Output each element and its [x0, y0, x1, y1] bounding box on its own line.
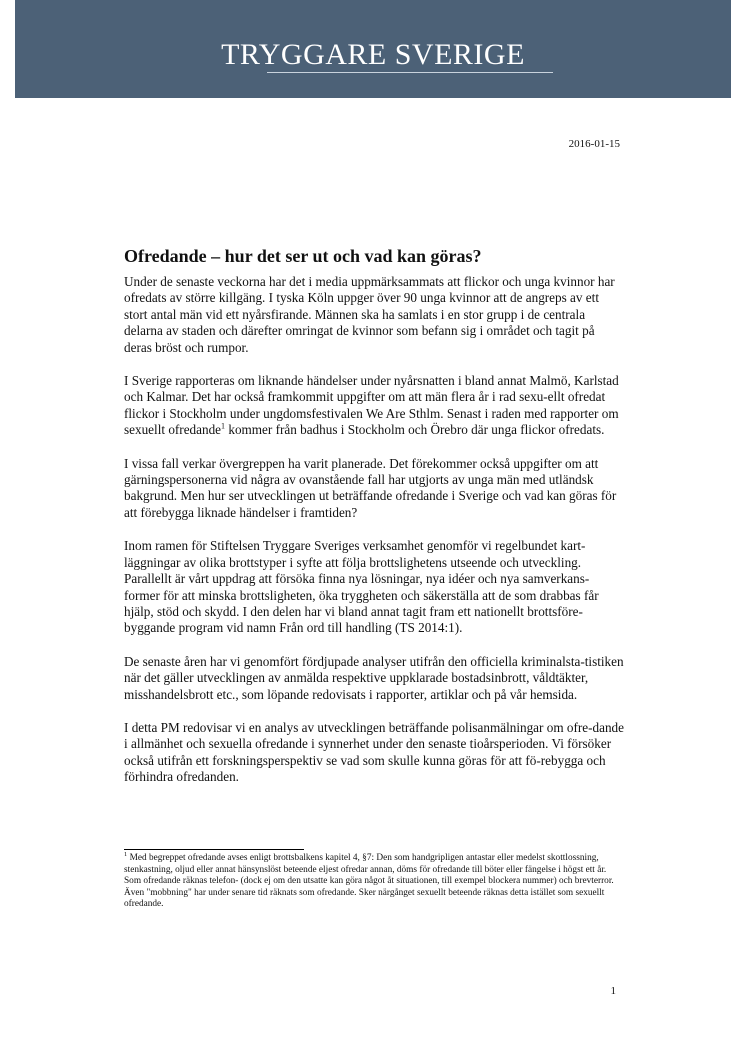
paragraph-6: I detta PM redovisar vi en analys av utvecklingen beträffande polisanmälningar om ofre-dande i allmänhet och sexuella ofredande i synnerhet under den senaste tioårsperioden. Vi försöker också utifrån ett forskningsperspektiv se vad som skulle kunna göras för att fö-rebygga och förhindra ofredanden. [124, 719, 624, 785]
footnote-separator [124, 849, 304, 850]
footnote-mark: 1 [124, 850, 128, 858]
paragraph-2-tail: kommer från badhus i Stockholm och Örebro där unga flickor ofredats. [225, 422, 605, 438]
paragraph-4: Inom ramen för Stiftelsen Tryggare Sveriges verksamhet genomför vi regelbundet kart-läggningar av olika brottstyper i syfte att följa brottslighetens utseende och utveckling. Parallellt är vårt uppdrag att försöka finna nya lösningar, nya idéer och nya samverkans-former för att minska brottsligheten, öka tryggheten och säkerställa att de som drabbas får hjälp, stöd och skydd. I den delen har vi bland annat tagit fram ett nationellt brottsföre-byggande program vid namn Från ord till handling (TS 2014:1). [124, 538, 599, 636]
header-banner [15, 0, 731, 98]
logo-underline [267, 72, 553, 73]
paragraph-2-text: I Sverige rapporteras om liknande händelser under nyårsnatten i bland annat Malmö, Karlstad och Kalmar. Det har också framkommit uppgifter om att män flera år i rad sexu-ellt ofredat flickor i Stockholm under ungdomsfestivalen We Are Sthlm. Senast i raden med rapporter om sexuellt ofredande [124, 373, 619, 438]
paragraph-1: Under de senaste veckorna har det i media uppmärksammats att flickor och unga kvinnor har ofredats av större killgäng. I tyska Köln uppger över 90 unga kvinnor att de angreps av ett stort antal män vid ett nyårsfirande. Männen ska ha samlats i en stor grupp i de centrala delarna av staden och därefter omringat de kvinnor som befann sig i området och tagit på deras bröst och rumpor. [124, 274, 615, 355]
paragraph-3: I vissa fall verkar övergreppen ha varit planerade. Det förekommer också uppgifter om att gärningspersonerna vid några av ovanstående fall har utgjorts av unga män med utländsk bakgrund. Men hur ser utvecklingen ut beträffande ofredande i Sverige och vad kan göras för att förebygga liknade händelser i framtiden? [124, 455, 617, 520]
footnote [124, 850, 624, 911]
article-body [124, 244, 624, 803]
paragraph-2 [124, 373, 624, 439]
paragraph-5: De senaste åren har vi genomfört fördjupade analyser utifrån den officiella kriminalsta-tistiken när det gäller utvecklingen av anmälda respektive uppklarade bostadsinbrott, våldtäkter, misshandelsbrott etc., som löpande redovisats i rapporter, artiklar och på vår hemsida. [124, 653, 624, 702]
logo-word-sverige: SVERIGE [394, 38, 525, 71]
article-title: Ofredande – hur det ser ut och vad kan göras? [124, 246, 482, 266]
footnote-text: Med begreppet ofredande avses enligt brottsbalkens kapitel 4, §7: Den som handgripligen antastar eller medelst skottlossning, stenkastning, oljud eller annat hänsynslöst beteende eljest ofredar annan, döms för ofredande till böter eller fängelse i högst ett år. Som ofredande räknas telefon- (dock ej om den utsatte kan göra något åt situationen, till exempel blockera nummer) och brevterror. Även "mobbning" har under senare tid räknats som ofredande. Sker närgånget sexuellt beteende räknas detta istället som sexuellt ofredande. [124, 853, 614, 910]
logo-word-tryggare: TRYGGARE [221, 38, 387, 71]
logo [15, 38, 731, 72]
document-date: 2016-01-15 [568, 138, 620, 150]
page-number: 1 [610, 985, 616, 997]
footnote-reference[interactable]: 1 [221, 421, 226, 431]
